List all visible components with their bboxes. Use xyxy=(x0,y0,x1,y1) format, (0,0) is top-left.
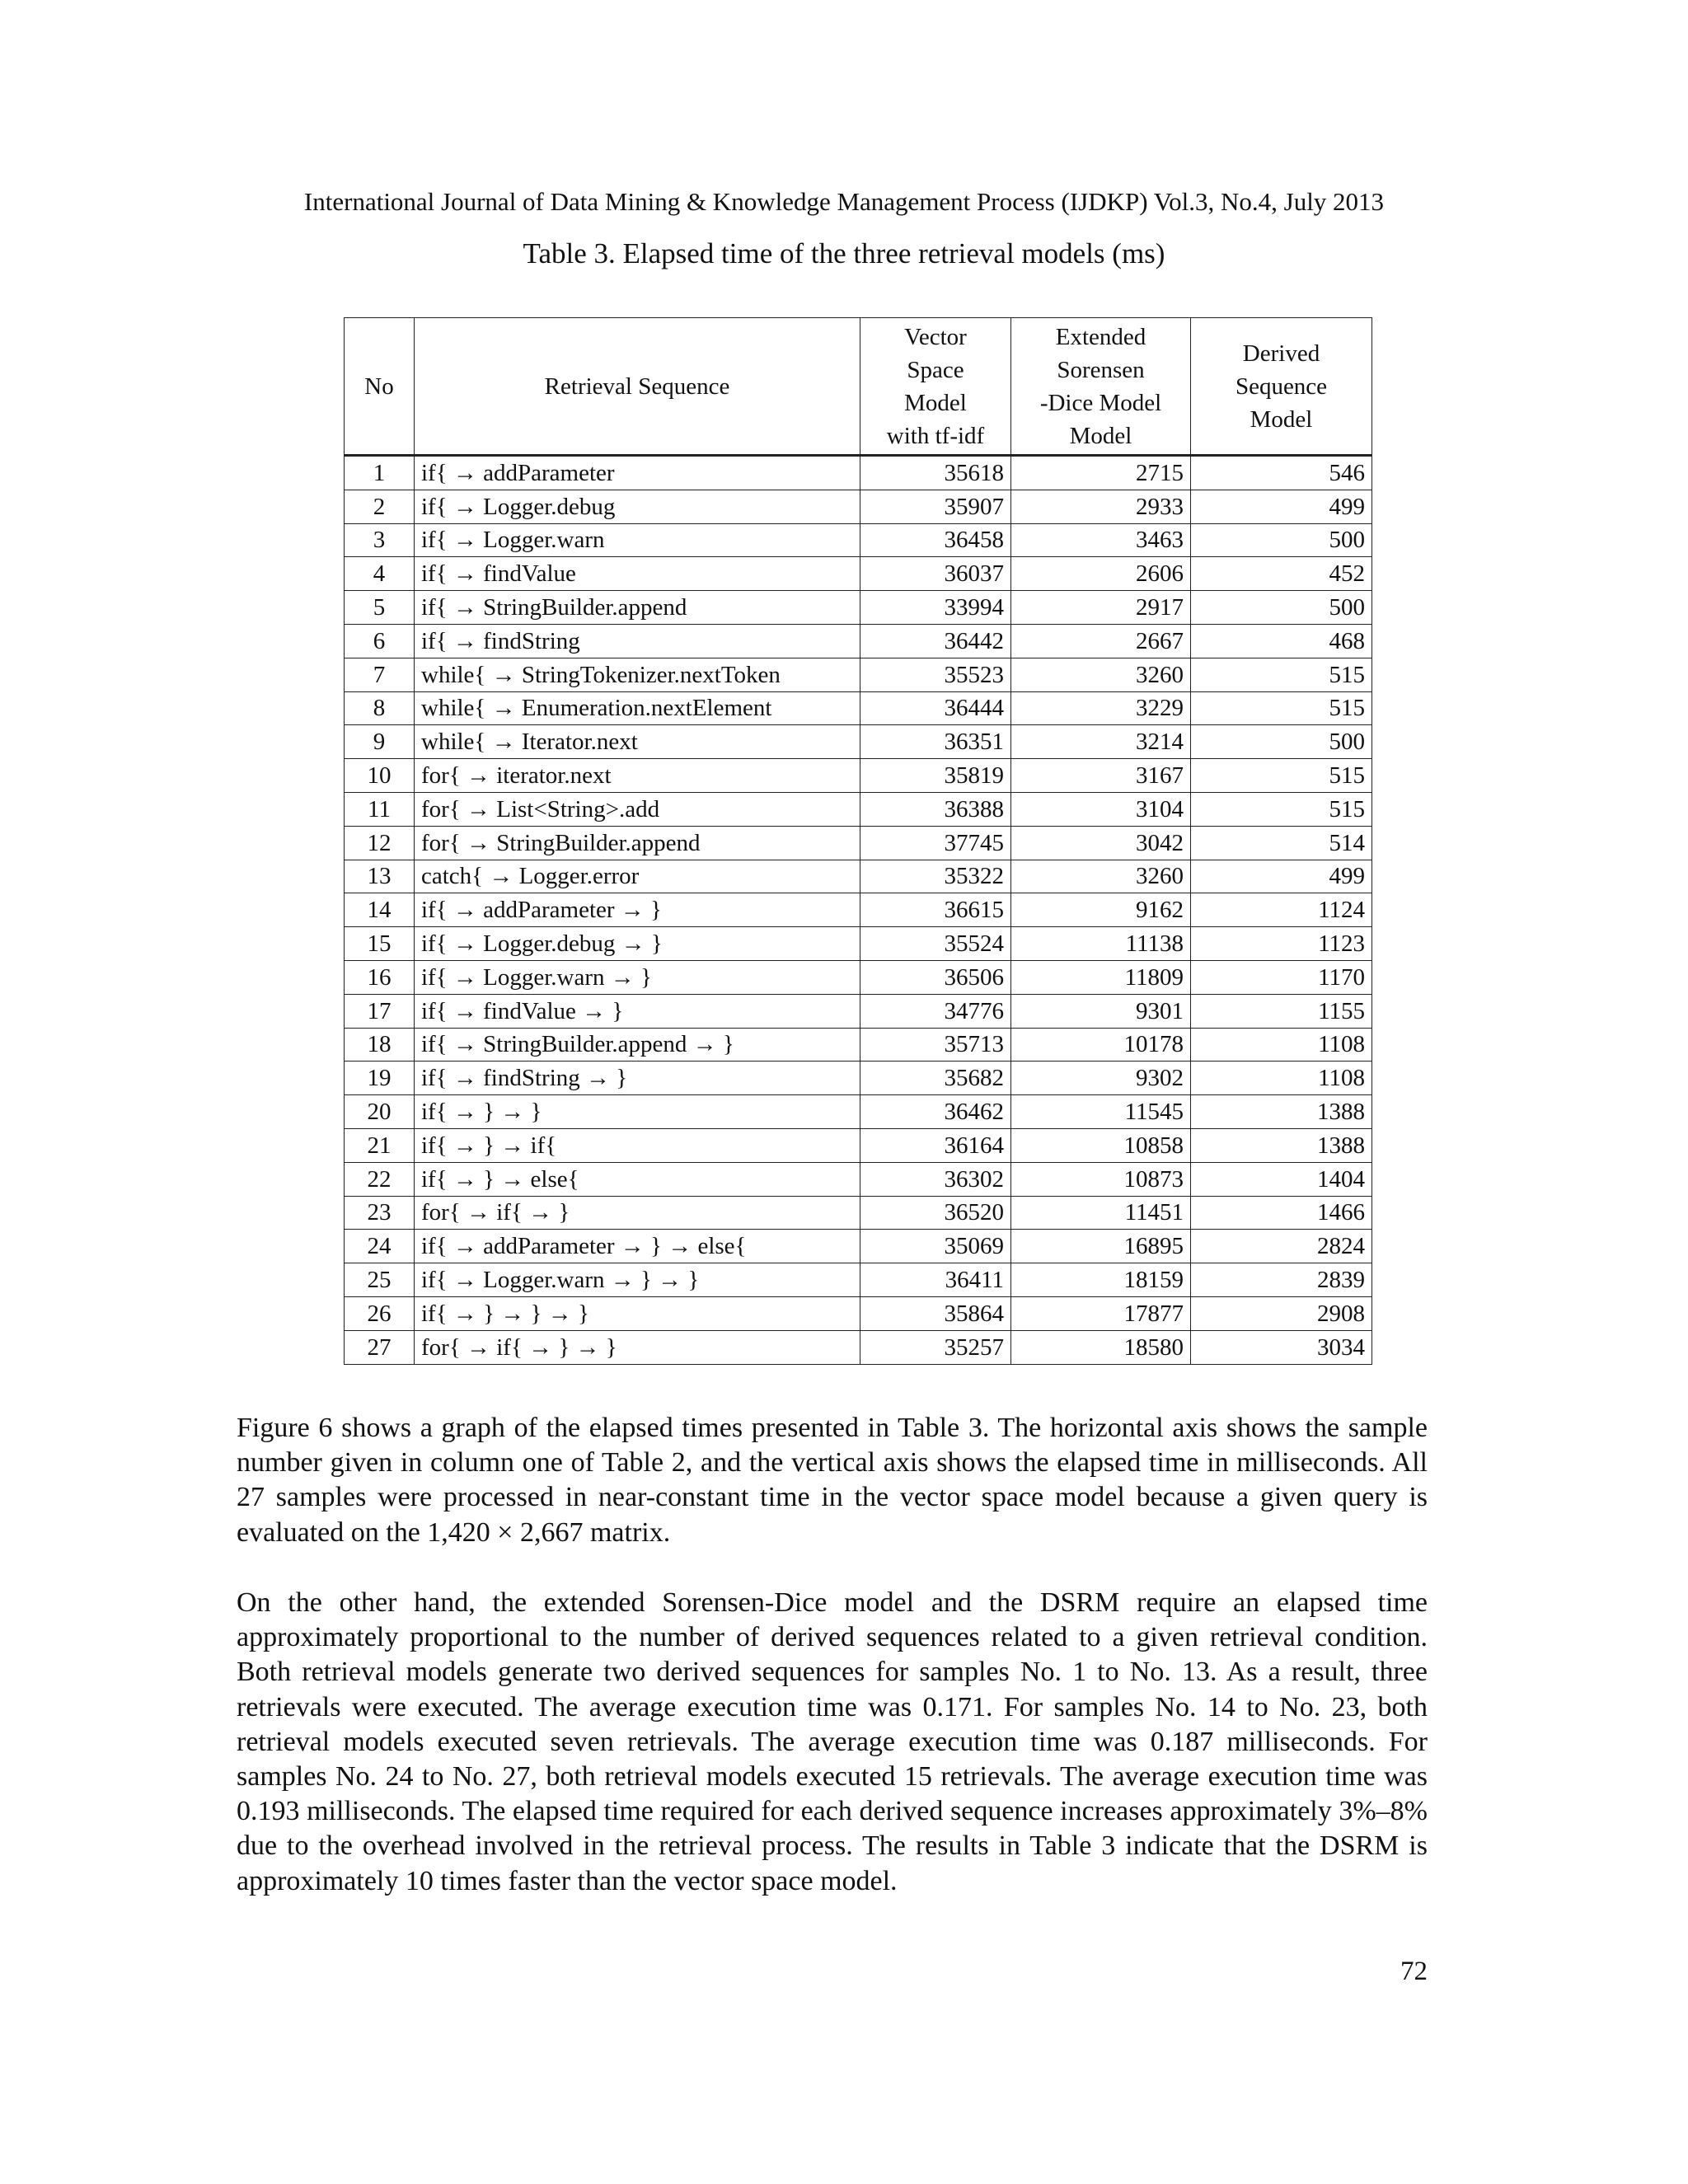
retrieval-sequence-cell: if{ → } → if{ xyxy=(415,1128,860,1162)
vector-space-time: 36462 xyxy=(860,1095,1011,1129)
table-row xyxy=(345,759,1372,793)
row-number: 15 xyxy=(345,927,415,961)
vector-space-time: 36442 xyxy=(860,624,1011,658)
derived-sequence-time: 1404 xyxy=(1191,1162,1372,1196)
table-row xyxy=(345,725,1372,759)
sorensen-dice-time: 3229 xyxy=(1011,691,1191,725)
row-number: 4 xyxy=(345,557,415,591)
derived-sequence-time: 515 xyxy=(1191,658,1372,691)
vector-space-time: 35523 xyxy=(860,658,1011,691)
sorensen-dice-time: 9302 xyxy=(1011,1062,1191,1095)
derived-sequence-time: 515 xyxy=(1191,691,1372,725)
retrieval-sequence-cell: if{ → Logger.warn xyxy=(415,523,860,557)
sorensen-dice-time: 11809 xyxy=(1011,960,1191,994)
header-line: Sorensen xyxy=(1057,356,1145,383)
elapsed-time-table xyxy=(344,317,1372,1365)
sorensen-dice-time: 2715 xyxy=(1011,456,1191,490)
row-number: 22 xyxy=(345,1162,415,1196)
vector-space-time: 36506 xyxy=(860,960,1011,994)
derived-sequence-time: 468 xyxy=(1191,624,1372,658)
table-row xyxy=(345,927,1372,961)
table-row xyxy=(345,658,1372,691)
row-number: 21 xyxy=(345,1128,415,1162)
retrieval-sequence-cell: if{ → StringBuilder.append → } xyxy=(415,1028,860,1062)
retrieval-sequence-cell: for{ → iterator.next xyxy=(415,759,860,793)
derived-sequence-time: 1108 xyxy=(1191,1062,1372,1095)
header-no: No xyxy=(345,318,415,456)
retrieval-sequence-cell: if{ → StringBuilder.append xyxy=(415,591,860,625)
sorensen-dice-time: 11545 xyxy=(1011,1095,1191,1129)
vector-space-time: 35257 xyxy=(860,1330,1011,1364)
row-number: 11 xyxy=(345,792,415,826)
sorensen-dice-time: 11138 xyxy=(1011,927,1191,961)
derived-sequence-time: 499 xyxy=(1191,860,1372,893)
retrieval-sequence-cell: for{ → if{ → } → } xyxy=(415,1330,860,1364)
table-row xyxy=(345,1296,1372,1330)
sorensen-dice-time: 3214 xyxy=(1011,725,1191,759)
sorensen-dice-time: 16895 xyxy=(1011,1230,1191,1263)
vector-space-time: 36351 xyxy=(860,725,1011,759)
header-line: Model xyxy=(904,389,967,416)
table-row xyxy=(345,490,1372,523)
paragraph-2: On the other hand, the extended Sorensen-Dice model and the DSRM require an elapsed time approximately proportional to the number of derived sequences related to a given retrieval condition. Both retrieval models generate two derived sequences for samples No. 1 to No. 13. As a result, three retrievals were executed. The average execution time was 0.171. For samples No. 14 to No. 23, both retrieval models executed seven retrievals. The average execution time was 0.187 milliseconds. For samples No. 24 to No. 27, both retrieval models executed 15 retrievals. The average execution time was 0.193 milliseconds. The elapsed time required for each derived sequence increases approximately 3%–8% due to the overhead involved in the retrieval process. The results in Table 3 indicate that the DSRM is approximately 10 times faster than the vector space model. xyxy=(237,1587,1428,1896)
vector-space-time: 36520 xyxy=(860,1196,1011,1230)
vector-space-time: 35618 xyxy=(860,456,1011,490)
header-vector-space-model xyxy=(860,318,1011,456)
derived-sequence-time: 546 xyxy=(1191,456,1372,490)
sorensen-dice-time: 2917 xyxy=(1011,591,1191,625)
table-row xyxy=(345,792,1372,826)
derived-sequence-time: 500 xyxy=(1191,725,1372,759)
retrieval-sequence-cell: if{ → } → else{ xyxy=(415,1162,860,1196)
journal-header: International Journal of Data Mining & Knowledge Management Process (IJDKP) Vol.3, No.4, July 2013 xyxy=(303,187,1385,216)
derived-sequence-time: 1108 xyxy=(1191,1028,1372,1062)
row-number: 26 xyxy=(345,1296,415,1330)
row-number: 8 xyxy=(345,691,415,725)
row-number: 5 xyxy=(345,591,415,625)
derived-sequence-time: 1155 xyxy=(1191,994,1372,1028)
table-row xyxy=(345,1028,1372,1062)
vector-space-time: 33994 xyxy=(860,591,1011,625)
sorensen-dice-time: 3167 xyxy=(1011,759,1191,793)
table-row xyxy=(345,1196,1372,1230)
vector-space-time: 36037 xyxy=(860,557,1011,591)
vector-space-time: 36444 xyxy=(860,691,1011,725)
row-number: 10 xyxy=(345,759,415,793)
header-line: Model xyxy=(1250,405,1313,433)
table-row xyxy=(345,1162,1372,1196)
header-line: Sequence xyxy=(1235,373,1328,400)
table-header-row xyxy=(345,318,1372,456)
row-number: 25 xyxy=(345,1263,415,1297)
vector-space-time: 35682 xyxy=(860,1062,1011,1095)
table-row xyxy=(345,826,1372,860)
retrieval-sequence-cell: while{ → StringTokenizer.nextToken xyxy=(415,658,860,691)
row-number: 23 xyxy=(345,1196,415,1230)
sorensen-dice-time: 17877 xyxy=(1011,1296,1191,1330)
table-row xyxy=(345,893,1372,927)
row-number: 19 xyxy=(345,1062,415,1095)
retrieval-sequence-cell: if{ → addParameter xyxy=(415,456,860,490)
retrieval-sequence-cell: if{ → findValue → } xyxy=(415,994,860,1028)
sorensen-dice-time: 10178 xyxy=(1011,1028,1191,1062)
table-row xyxy=(345,960,1372,994)
retrieval-sequence-cell: if{ → Logger.debug → } xyxy=(415,927,860,961)
derived-sequence-time: 499 xyxy=(1191,490,1372,523)
retrieval-sequence-cell: if{ → addParameter → } → else{ xyxy=(415,1230,860,1263)
sorensen-dice-time: 3042 xyxy=(1011,826,1191,860)
derived-sequence-time: 452 xyxy=(1191,557,1372,591)
derived-sequence-time: 1123 xyxy=(1191,927,1372,961)
derived-sequence-time: 1466 xyxy=(1191,1196,1372,1230)
row-number: 2 xyxy=(345,490,415,523)
page-number: 72 xyxy=(1400,1957,1428,1986)
derived-sequence-time: 3034 xyxy=(1191,1330,1372,1364)
retrieval-sequence-cell: for{ → List<String>.add xyxy=(415,792,860,826)
vector-space-time: 36164 xyxy=(860,1128,1011,1162)
derived-sequence-time: 1170 xyxy=(1191,960,1372,994)
sorensen-dice-time: 3260 xyxy=(1011,860,1191,893)
row-number: 9 xyxy=(345,725,415,759)
row-number: 16 xyxy=(345,960,415,994)
retrieval-sequence-cell: if{ → Logger.warn → } xyxy=(415,960,860,994)
vector-space-time: 34776 xyxy=(860,994,1011,1028)
row-number: 17 xyxy=(345,994,415,1028)
header-line: Derived xyxy=(1242,340,1320,367)
row-number: 20 xyxy=(345,1095,415,1129)
sorensen-dice-time: 9162 xyxy=(1011,893,1191,927)
vector-space-time: 35524 xyxy=(860,927,1011,961)
retrieval-sequence-cell: for{ → StringBuilder.append xyxy=(415,826,860,860)
paragraph-1: Figure 6 shows a graph of the elapsed times presented in Table 3. The horizontal axis shows the sample number given in column one of Table 2, and the vertical axis shows the elapsed time in milliseconds. All 27 samples were processed in near-constant time in the vector space model because a given query is evaluated on the 1,420 × 2,667 matrix. xyxy=(237,1413,1428,1548)
retrieval-sequence-cell: if{ → findValue xyxy=(415,557,860,591)
derived-sequence-time: 515 xyxy=(1191,759,1372,793)
retrieval-sequence-cell: if{ → findString → } xyxy=(415,1062,860,1095)
derived-sequence-time: 2824 xyxy=(1191,1230,1372,1263)
sorensen-dice-time: 2667 xyxy=(1011,624,1191,658)
vector-space-time: 36615 xyxy=(860,893,1011,927)
table-row xyxy=(345,1095,1372,1129)
derived-sequence-time: 515 xyxy=(1191,792,1372,826)
sorensen-dice-time: 10858 xyxy=(1011,1128,1191,1162)
sorensen-dice-time: 3104 xyxy=(1011,792,1191,826)
sorensen-dice-time: 2933 xyxy=(1011,490,1191,523)
sorensen-dice-time: 11451 xyxy=(1011,1196,1191,1230)
table-row xyxy=(345,1263,1372,1297)
header-line: with tf-idf xyxy=(886,422,985,449)
retrieval-sequence-cell: catch{ → Logger.error xyxy=(415,860,860,893)
retrieval-sequence-cell: if{ → Logger.warn → } → } xyxy=(415,1263,860,1297)
retrieval-sequence-cell: if{ → } → } → } xyxy=(415,1296,860,1330)
derived-sequence-time: 2839 xyxy=(1191,1263,1372,1297)
derived-sequence-time: 1124 xyxy=(1191,893,1372,927)
table-row xyxy=(345,456,1372,490)
table-row xyxy=(345,860,1372,893)
derived-sequence-time: 1388 xyxy=(1191,1095,1372,1129)
derived-sequence-time: 500 xyxy=(1191,591,1372,625)
vector-space-time: 37745 xyxy=(860,826,1011,860)
sorensen-dice-time: 18580 xyxy=(1011,1330,1191,1364)
header-line: -Dice Model xyxy=(1039,389,1162,416)
table-row xyxy=(345,1230,1372,1263)
row-number: 6 xyxy=(345,624,415,658)
vector-space-time: 36458 xyxy=(860,523,1011,557)
retrieval-sequence-cell: while{ → Iterator.next xyxy=(415,725,860,759)
row-number: 1 xyxy=(345,456,415,490)
vector-space-time: 35819 xyxy=(860,759,1011,793)
retrieval-sequence-cell: if{ → addParameter → } xyxy=(415,893,860,927)
retrieval-sequence-cell: if{ → Logger.debug xyxy=(415,490,860,523)
table-row xyxy=(345,1330,1372,1364)
sorensen-dice-time: 9301 xyxy=(1011,994,1191,1028)
vector-space-time: 35864 xyxy=(860,1296,1011,1330)
header-line: Vector xyxy=(904,323,967,350)
row-number: 24 xyxy=(345,1230,415,1263)
table-row xyxy=(345,591,1372,625)
table-row xyxy=(345,523,1372,557)
vector-space-time: 36411 xyxy=(860,1263,1011,1297)
vector-space-time: 36302 xyxy=(860,1162,1011,1196)
vector-space-time: 35907 xyxy=(860,490,1011,523)
sorensen-dice-time: 10873 xyxy=(1011,1162,1191,1196)
row-number: 27 xyxy=(345,1330,415,1364)
retrieval-sequence-cell: if{ → } → } xyxy=(415,1095,860,1129)
sorensen-dice-time: 3260 xyxy=(1011,658,1191,691)
table-row xyxy=(345,1128,1372,1162)
derived-sequence-time: 500 xyxy=(1191,523,1372,557)
derived-sequence-time: 514 xyxy=(1191,826,1372,860)
vector-space-time: 35322 xyxy=(860,860,1011,893)
sorensen-dice-time: 18159 xyxy=(1011,1263,1191,1297)
derived-sequence-time: 1388 xyxy=(1191,1128,1372,1162)
retrieval-sequence-cell: for{ → if{ → } xyxy=(415,1196,860,1230)
sorensen-dice-time: 2606 xyxy=(1011,557,1191,591)
table-row xyxy=(345,691,1372,725)
vector-space-time: 36388 xyxy=(860,792,1011,826)
table-row xyxy=(345,994,1372,1028)
table-row xyxy=(345,624,1372,658)
table-row xyxy=(345,1062,1372,1095)
vector-space-time: 35713 xyxy=(860,1028,1011,1062)
sorensen-dice-time: 3463 xyxy=(1011,523,1191,557)
row-number: 18 xyxy=(345,1028,415,1062)
header-extended-sorensen-dice-model xyxy=(1011,318,1191,456)
row-number: 7 xyxy=(345,658,415,691)
header-line: Space xyxy=(907,356,964,383)
vector-space-time: 35069 xyxy=(860,1230,1011,1263)
header-line: Model xyxy=(1069,422,1132,449)
header-line: Extended xyxy=(1055,323,1146,350)
header-retrieval-sequence: Retrieval Sequence xyxy=(415,318,860,456)
retrieval-sequence-cell: while{ → Enumeration.nextElement xyxy=(415,691,860,725)
row-number: 14 xyxy=(345,893,415,927)
table-caption: Table 3. Elapsed time of the three retrieval models (ms) xyxy=(523,237,1165,269)
table-row xyxy=(345,557,1372,591)
row-number: 13 xyxy=(345,860,415,893)
header-derived-sequence-model xyxy=(1191,318,1372,456)
row-number: 3 xyxy=(345,523,415,557)
derived-sequence-time: 2908 xyxy=(1191,1296,1372,1330)
row-number: 12 xyxy=(345,826,415,860)
retrieval-sequence-cell: if{ → findString xyxy=(415,624,860,658)
